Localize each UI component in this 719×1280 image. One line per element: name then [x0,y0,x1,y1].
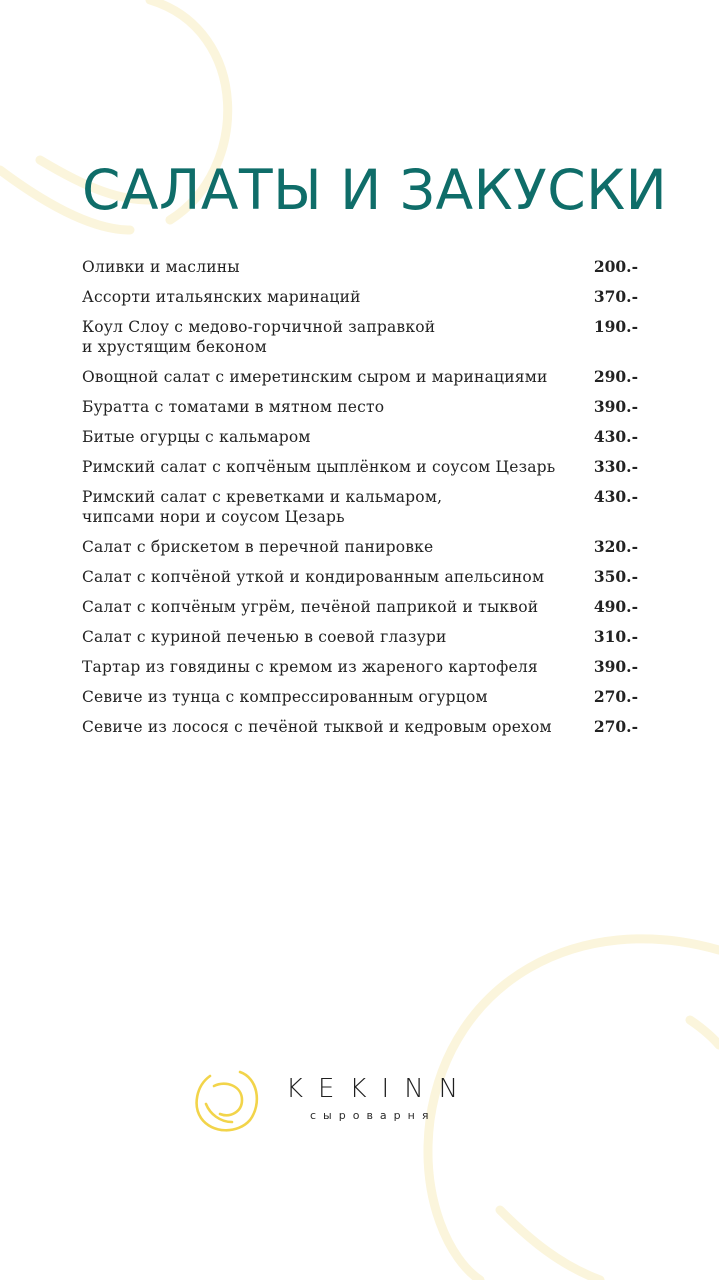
menu-item-name: Оливки и маслины [82,258,240,276]
menu-item [82,627,638,647]
menu-item [82,367,638,387]
menu-item-name: Буратта с томатами в мятном песто [82,398,385,416]
menu-item-name: Севиче из лосося с печёной тыквой и кедровым орехом [82,718,552,736]
logo-subtitle: сыроварня [310,1109,436,1122]
menu-item-name: Ассорти итальянских маринаций [82,288,361,306]
brand-logo [192,1064,532,1144]
menu-item-price: 490.- [593,597,638,616]
menu-item-name: Салат с копчёной уткой и кондированным апельсином [82,568,545,586]
menu-item-price: 390.- [593,397,638,416]
page-title: САЛАТЫ И ЗАКУСКИ [82,158,668,222]
menu-item-price: 310.- [593,627,638,646]
menu-item [82,257,638,277]
menu-item-name: Салат с брискетом в перечной панировке [82,538,434,556]
menu-item-price: 190.- [593,317,638,336]
menu-item-name: Салат с копчёным угрём, печёной паприкой и тыквой [82,598,539,616]
menu-item-price: 430.- [593,427,638,446]
menu-item [82,567,638,587]
menu-item [82,537,638,557]
menu-item-name: Коул Слоу с медово-горчичной заправкой и хрустящим беконом [82,318,436,356]
menu-item [82,717,638,737]
menu-item [82,657,638,677]
menu-item-price: 390.- [593,657,638,676]
menu-item-price: 350.- [593,567,638,586]
menu-item [82,397,638,417]
menu-item-name: Тартар из говядины с кремом из жареного картофеля [82,658,538,676]
menu-item [82,457,638,477]
menu-item-name: Севиче из тунца с компрессированным огурцом [82,688,488,706]
menu-item [82,427,638,447]
menu-item-price: 430.- [593,487,638,506]
menu-item-price: 370.- [593,287,638,306]
circle-swirl-logo-icon [192,1064,264,1136]
menu-item-price: 200.- [593,257,638,276]
menu-item [82,487,638,527]
menu-item-price: 270.- [593,717,638,736]
menu-item-price: 290.- [593,367,638,386]
menu-list [82,257,638,747]
menu-item [82,597,638,617]
menu-item-name: Битые огурцы с кальмаром [82,428,311,446]
logo-brand-name: KEKINN [286,1074,474,1104]
menu-item-name: Римский салат с копчёным цыплёнком и соусом Цезарь [82,458,556,476]
menu-item-price: 330.- [593,457,638,476]
menu-item [82,317,638,357]
menu-item-price: 320.- [593,537,638,556]
menu-item-name: Римский салат с креветками и кальмаром, чипсами нори и соусом Цезарь [82,488,443,526]
menu-item-price: 270.- [593,687,638,706]
menu-item [82,687,638,707]
menu-item [82,287,638,307]
menu-item-name: Салат с куриной печенью в соевой глазури [82,628,447,646]
menu-item-name: Овощной салат с имеретинским сыром и маринациями [82,368,548,386]
